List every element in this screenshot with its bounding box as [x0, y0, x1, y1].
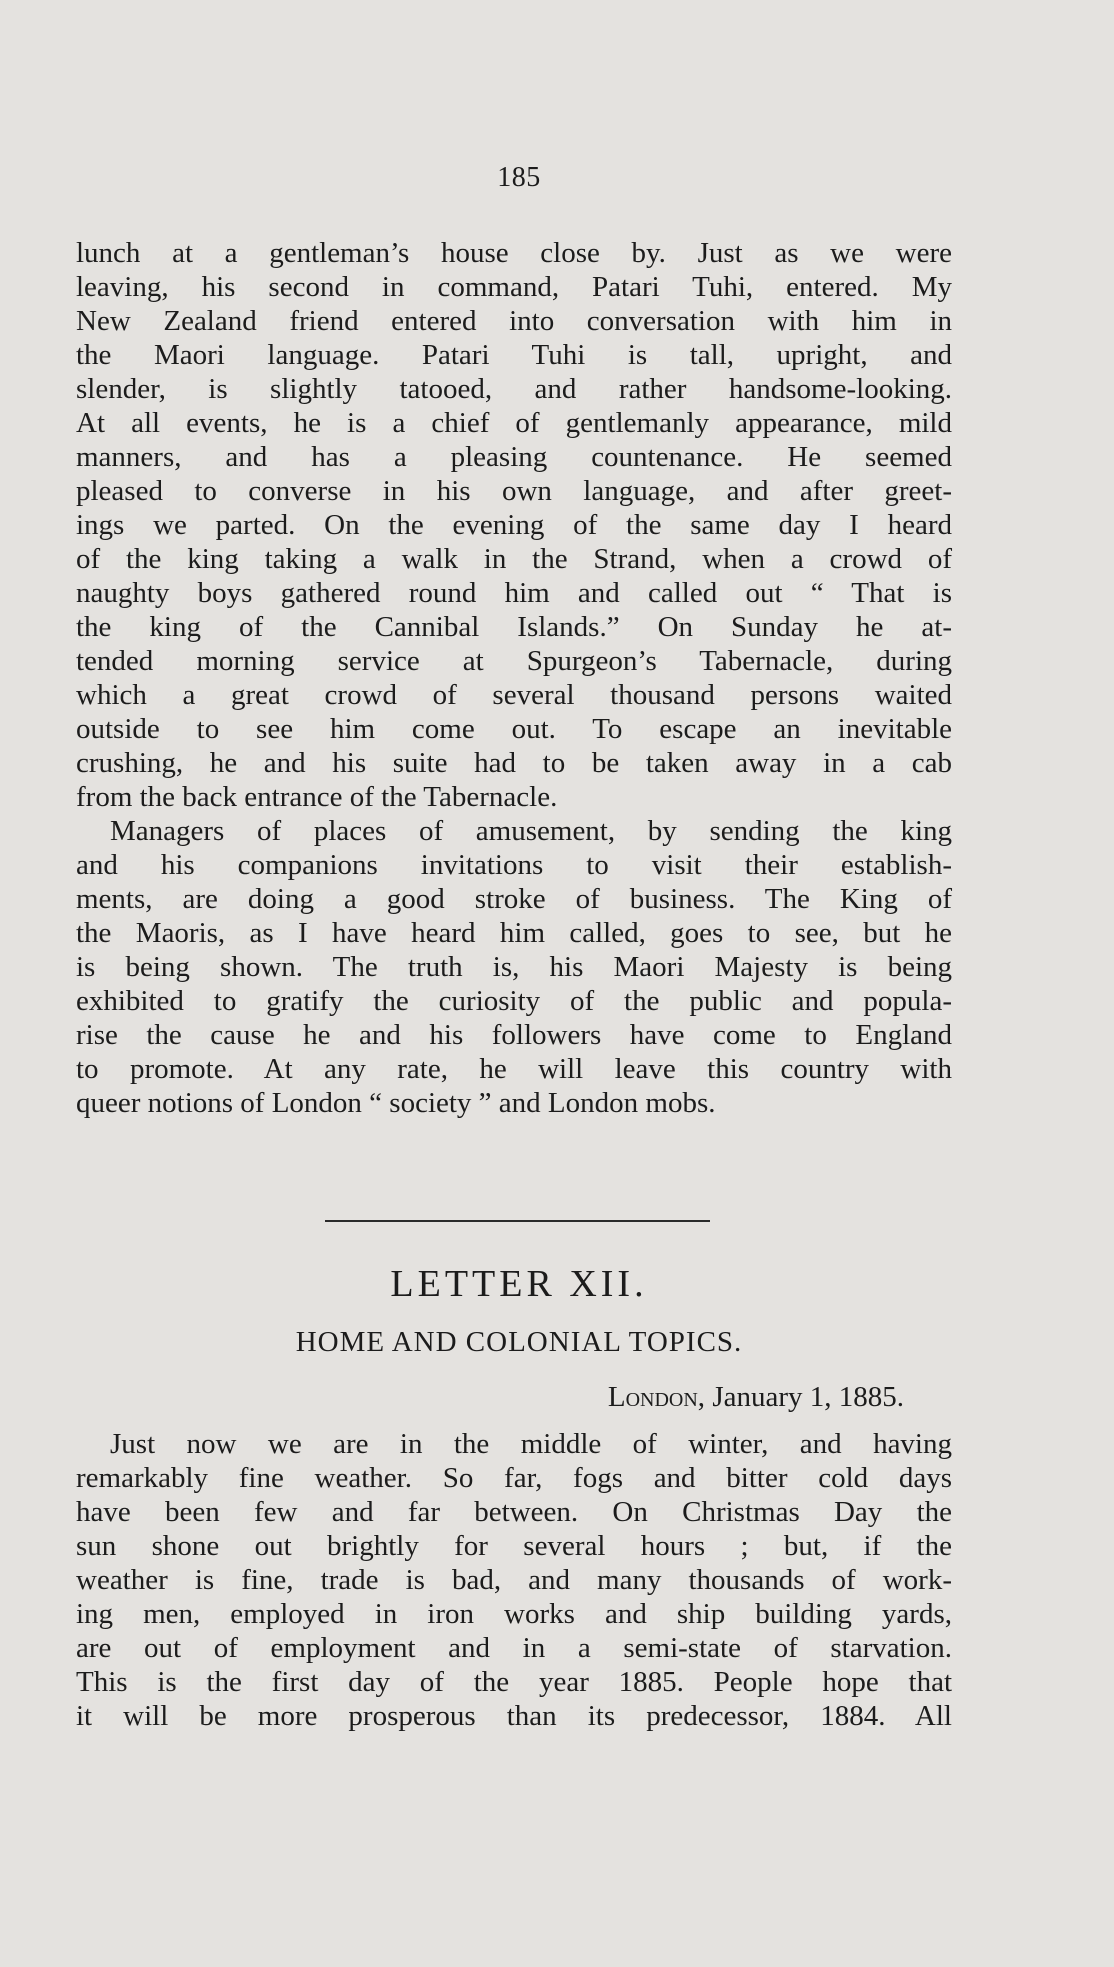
- text-line: At all events, he is a chief of gentlemanly appearance, mild: [76, 407, 952, 439]
- text-line: the Maori language. Patari Tuhi is tall, upright, and: [76, 339, 952, 371]
- text-line: manners, and has a pleasing countenance. He seemed: [76, 441, 952, 473]
- text-line: leaving, his second in command, Patari Tuhi, entered. My: [76, 271, 952, 303]
- text-line: have been few and far between. On Christmas Day the: [76, 1496, 952, 1528]
- text-line: Just now we are in the middle of winter, and having: [110, 1428, 952, 1460]
- text-line: are out of employment and in a semi-state of starvation.: [76, 1632, 952, 1664]
- text-line: exhibited to gratify the curiosity of the public and popula-: [76, 985, 952, 1017]
- text-line: tended morning service at Spurgeon’s Tabernacle, during: [76, 645, 952, 677]
- text-line: remarkably fine weather. So far, fogs and bitter cold days: [76, 1462, 952, 1494]
- dateline-place: London,: [607, 1381, 706, 1413]
- text-line: from the back entrance of the Tabernacle.: [76, 781, 558, 813]
- letter-subtitle: HOME AND COLONIAL TOPICS.: [295, 1326, 743, 1358]
- dateline-date: January 1, 1885.: [705, 1381, 904, 1413]
- text-line: This is the first day of the year 1885. People hope that: [76, 1666, 952, 1698]
- text-line: queer notions of London “ society ” and London mobs.: [76, 1087, 716, 1119]
- letter-title: LETTER XII.: [390, 1263, 648, 1305]
- text-line: to promote. At any rate, he will leave this country with: [76, 1053, 952, 1085]
- text-line: sun shone out brightly for several hours ; but, if the: [76, 1530, 952, 1562]
- section-divider: [325, 1220, 710, 1222]
- text-line: New Zealand friend entered into conversation with him in: [76, 305, 952, 337]
- text-line: the king of the Cannibal Islands.” On Sunday he at-: [76, 611, 952, 643]
- text-line: weather is fine, trade is bad, and many thousands of work-: [76, 1564, 952, 1596]
- text-line: lunch at a gentleman’s house close by. Just as we were: [76, 237, 952, 269]
- text-line: the Maoris, as I have heard him called, goes to see, but he: [76, 917, 952, 949]
- text-line: of the king taking a walk in the Strand, when a crowd of: [76, 543, 952, 575]
- text-line: it will be more prosperous than its predecessor, 1884. All: [76, 1700, 952, 1732]
- letter-text: [76, 1427, 952, 1733]
- text-line: naughty boys gathered round him and called out “ That is: [76, 577, 952, 609]
- text-line: ments, are doing a good stroke of business. The King of: [76, 883, 952, 915]
- text-line: is being shown. The truth is, his Maori Majesty is being: [76, 951, 952, 983]
- text-line: ing men, employed in iron works and ship building yards,: [76, 1598, 952, 1630]
- text-line: crushing, he and his suite had to be taken away in a cab: [76, 747, 952, 779]
- text-line: slender, is slightly tatooed, and rather handsome-looking.: [76, 373, 952, 405]
- text-line: Managers of places of amusement, by sending the king: [110, 815, 952, 847]
- page-number: 185: [497, 162, 541, 193]
- previous-letter-text: [76, 236, 952, 1120]
- text-line: ings we parted. On the evening of the same day I heard: [76, 509, 952, 541]
- text-line: rise the cause he and his followers have come to England: [76, 1019, 952, 1051]
- text-line: pleased to converse in his own language, and after greet-: [76, 475, 952, 507]
- text-line: outside to see him come out. To escape an inevitable: [76, 713, 952, 745]
- dateline: [608, 1381, 904, 1414]
- text-line: and his companions invitations to visit their establish-: [76, 849, 952, 881]
- text-line: which a great crowd of several thousand persons waited: [76, 679, 952, 711]
